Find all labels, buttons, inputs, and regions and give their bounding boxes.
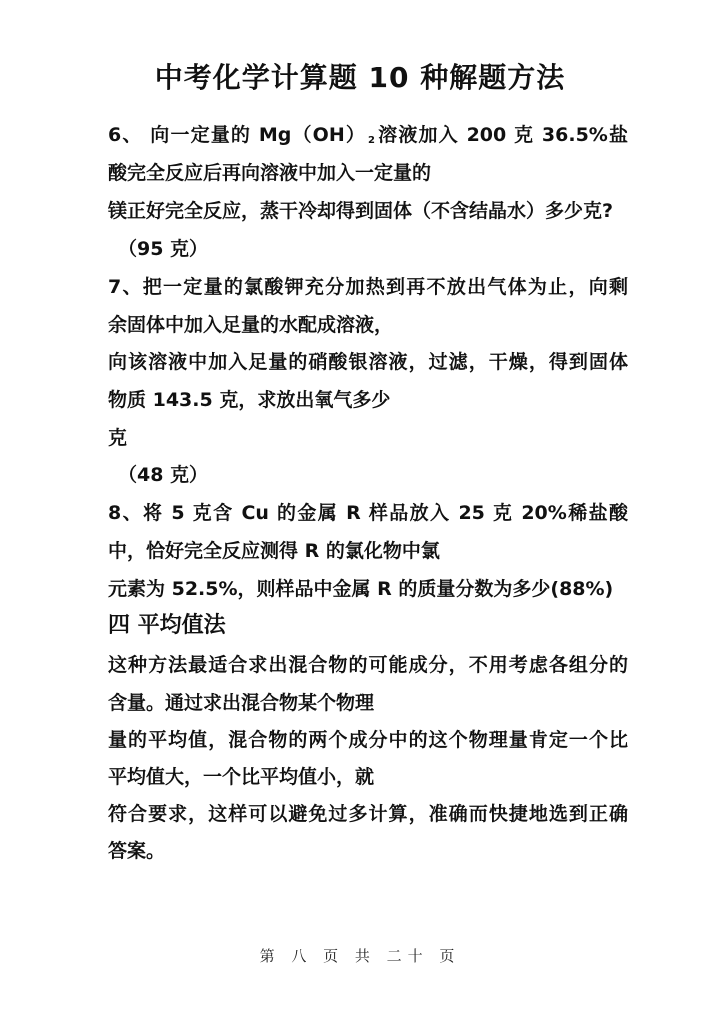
q8-line-3: 元素为 52.5%，则样品中金属 R 的质量分数为多少(88%) [108,578,614,600]
q6-line-2: 酸完全反应后再向溶液中加入一定量的 [108,162,432,184]
page-title: 中考化学计算题 10 种解题方法 [154,61,566,94]
q6-subscript: 2 [368,135,376,146]
section4-line-4: 平均值大，一个比平均值小，就 [108,766,375,788]
q6-line-3: 镁正好完全反应，蒸干冷却得到固体（不含结晶水）多少克? [108,200,614,222]
section4-line-2: 含量。通过求出混合物某个物理 [108,692,375,714]
q6-line-1-pre: 6、 向一定量的 Mg（OH） [108,124,367,146]
q6-line-1 [108,120,628,156]
section-heading-average-method: 四 平均值法 [108,613,226,638]
q7-line-1: 7、把一定量的氯酸钾充分加热到再不放出气体为止，向剩 [108,276,628,298]
q8-line-1: 8、将 5 克含 Cu 的金属 R 样品放入 25 克 20%稀盐酸 [108,502,628,524]
section4-line-5: 符合要求，这样可以避免过多计算，准确而快捷地选到正确 [108,803,628,825]
q7-line-3: 向该溶液中加入足量的硝酸银溶液，过滤，干燥，得到固体 [108,351,628,373]
q7-line-4: 物质 143.5 克，求放出氧气多少 [108,389,391,411]
section4-line-1: 这种方法最适合求出混合物的可能成分，不用考虑各组分的 [108,654,628,676]
section4-line-3: 量的平均值，混合物的两个成分中的这个物理量肯定一个比 [108,729,628,751]
section4-line-6: 答案。 [108,840,166,862]
q7-line-5: 克 [108,427,128,449]
q7-answer: （48 克） [118,464,209,486]
q7-line-2: 余固体中加入足量的水配成溶液， [108,314,394,336]
q6-line-1-post: 溶液加入 200 克 36.5%盐 [377,124,628,146]
q6-answer: （95 克） [118,238,209,260]
q8-line-2: 中，恰好完全反应测得 R 的氯化物中氯 [108,540,440,562]
page-footer: 第 八 页 共 二十 页 [259,947,461,965]
